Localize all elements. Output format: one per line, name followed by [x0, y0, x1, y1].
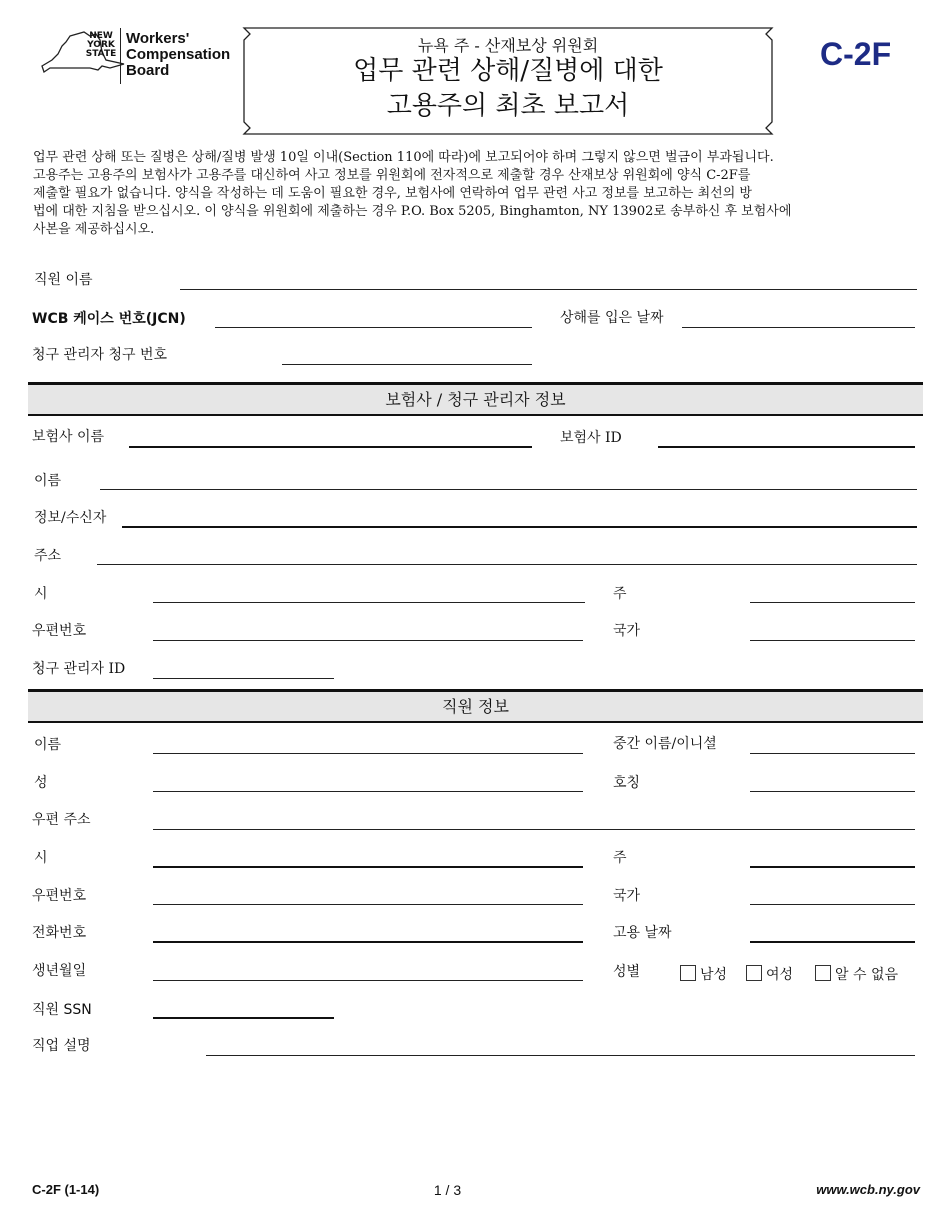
form-version: C-2F (1-14) — [32, 1182, 100, 1197]
phone-label: 전화번호 — [32, 925, 87, 941]
insurer-address-field[interactable] — [97, 564, 917, 565]
date-of-hire-label: 고용 날짜 — [613, 925, 672, 941]
insurer-contact-name-label: 이름 — [34, 473, 62, 489]
logo-state-line2: YORK — [87, 40, 115, 50]
intro-line: 고용주는 고용주의 보험사가 고용주를 대신하여 사고 정보를 위원회에 전자적으로 제출할 경우 산재보상 위원회에 양식 C-2F를 — [33, 168, 751, 183]
insurer-country-field[interactable] — [750, 640, 915, 641]
form-id: C-2F — [820, 36, 892, 72]
intro-paragraph — [33, 149, 923, 239]
insurer-name-field[interactable] — [129, 446, 532, 448]
attention-label: 정보/수신자 — [34, 510, 107, 526]
employee-city-field[interactable] — [153, 866, 583, 868]
insurer-address-label: 주소 — [34, 548, 62, 564]
unknown-gender-checkbox[interactable] — [815, 965, 831, 981]
claim-admin-id-field[interactable] — [153, 678, 334, 679]
male-label: 남성 — [700, 967, 728, 983]
mailing-address-field[interactable] — [153, 829, 915, 830]
date-of-injury-label: 상해를 입은 날짜 — [560, 310, 664, 326]
employee-section-heading: 직원 정보 — [28, 689, 923, 723]
insurer-state-field[interactable] — [750, 602, 915, 603]
suffix-label: 호칭 — [613, 775, 641, 791]
claim-admin-number-label: 청구 관리자 청구 번호 — [32, 347, 168, 363]
last-name-label: 성 — [34, 775, 48, 791]
employee-zip-label: 우편번호 — [32, 888, 87, 904]
date-of-injury-field[interactable] — [682, 327, 915, 328]
attention-field[interactable] — [122, 526, 917, 528]
nys-logo — [40, 28, 230, 86]
employee-state-label: 주 — [613, 850, 627, 866]
birth-date-label: 생년월일 — [32, 963, 87, 979]
first-name-label: 이름 — [34, 737, 62, 753]
middle-name-label: 중간 이름/이니셜 — [613, 736, 717, 752]
website-link[interactable]: www.wcb.ny.gov — [816, 1182, 920, 1197]
insurer-section-heading: 보험사 / 청구 관리자 정보 — [28, 382, 923, 416]
insurer-state-label: 주 — [613, 586, 627, 602]
insurer-id-field[interactable] — [658, 446, 915, 448]
agency-name: 뉴욕 주 - 산재보상 위원회 — [417, 36, 599, 55]
insurer-country-label: 국가 — [613, 623, 641, 639]
logo-org-line2: Compensation — [126, 46, 231, 63]
employee-zip-field[interactable] — [153, 904, 583, 905]
gender-option-male[interactable] — [680, 965, 727, 983]
employee-country-field[interactable] — [750, 904, 915, 905]
page-number: 1 / 3 — [433, 1182, 462, 1198]
date-of-hire-field[interactable] — [750, 941, 915, 943]
intro-line: 사본을 제공하십시오. — [33, 222, 155, 237]
logo-org-line1: Workers' — [126, 30, 190, 47]
wcb-case-number-label: WCB 케이스 번호(JCN) — [32, 311, 186, 327]
insurer-contact-name-field[interactable] — [100, 489, 917, 490]
job-description-label: 직업 설명 — [32, 1038, 91, 1054]
employee-country-label: 국가 — [613, 888, 641, 904]
job-description-field[interactable] — [206, 1055, 915, 1056]
mailing-address-label: 우편 주소 — [32, 812, 91, 828]
suffix-field[interactable] — [750, 791, 915, 792]
intro-line: 법에 대한 지침을 받으십시오. 이 양식을 위원회에 제출하는 경우 P.O. Box 5205, Binghamton, NY 13902로 송부하신 후 보험사에 — [33, 204, 792, 219]
claim-admin-id-label: 청구 관리자 ID — [32, 661, 126, 677]
insurer-name-label: 보험사 이름 — [32, 429, 105, 445]
male-checkbox[interactable] — [680, 965, 696, 981]
birth-date-field[interactable] — [153, 980, 583, 981]
ssn-field[interactable] — [153, 1017, 334, 1019]
gender-option-unknown[interactable] — [815, 965, 898, 983]
unknown-gender-label: 알 수 없음 — [835, 967, 898, 983]
insurer-zip-label: 우편번호 — [32, 623, 87, 639]
insurer-city-label: 시 — [34, 586, 48, 602]
employee-city-label: 시 — [34, 850, 48, 866]
insurer-city-field[interactable] — [153, 602, 585, 603]
middle-name-field[interactable] — [750, 753, 915, 754]
employee-name-label: 직원 이름 — [34, 272, 93, 288]
ssn-label: 직원 SSN — [32, 1002, 92, 1018]
employee-state-field[interactable] — [750, 866, 915, 868]
logo-org-line3: Board — [126, 62, 170, 79]
intro-line: 업무 관련 상해 또는 질병은 상해/질병 발생 10일 이내(Section 110에 따라)에 보고되어야 하며 그렇지 않으면 벌금이 부과됩니다. — [33, 150, 774, 165]
last-name-field[interactable] — [153, 791, 583, 792]
employee-name-field[interactable] — [180, 289, 917, 290]
female-label: 여성 — [766, 967, 794, 983]
logo-state-line3: STATE — [85, 49, 117, 59]
gender-option-female[interactable] — [746, 965, 793, 983]
insurer-zip-field[interactable] — [153, 640, 583, 641]
first-name-field[interactable] — [153, 753, 583, 754]
female-checkbox[interactable] — [746, 965, 762, 981]
form-title-line2: 고용주의 최초 보고서 — [386, 91, 630, 121]
wcb-case-number-field[interactable] — [215, 327, 532, 328]
phone-field[interactable] — [153, 941, 583, 943]
logo-state-line1: NEW — [89, 31, 113, 41]
insurer-id-label: 보험사 ID — [560, 430, 622, 446]
gender-label: 성별 — [613, 964, 641, 980]
claim-admin-number-field[interactable] — [282, 364, 532, 365]
intro-line: 제출할 필요가 없습니다. 양식을 작성하는 데 도움이 필요한 경우, 보험사에 연락하여 업무 관련 사고 정보를 보고하는 최선의 방 — [33, 186, 752, 201]
form-title-line1: 업무 관련 상해/질병에 대한 — [353, 56, 663, 86]
